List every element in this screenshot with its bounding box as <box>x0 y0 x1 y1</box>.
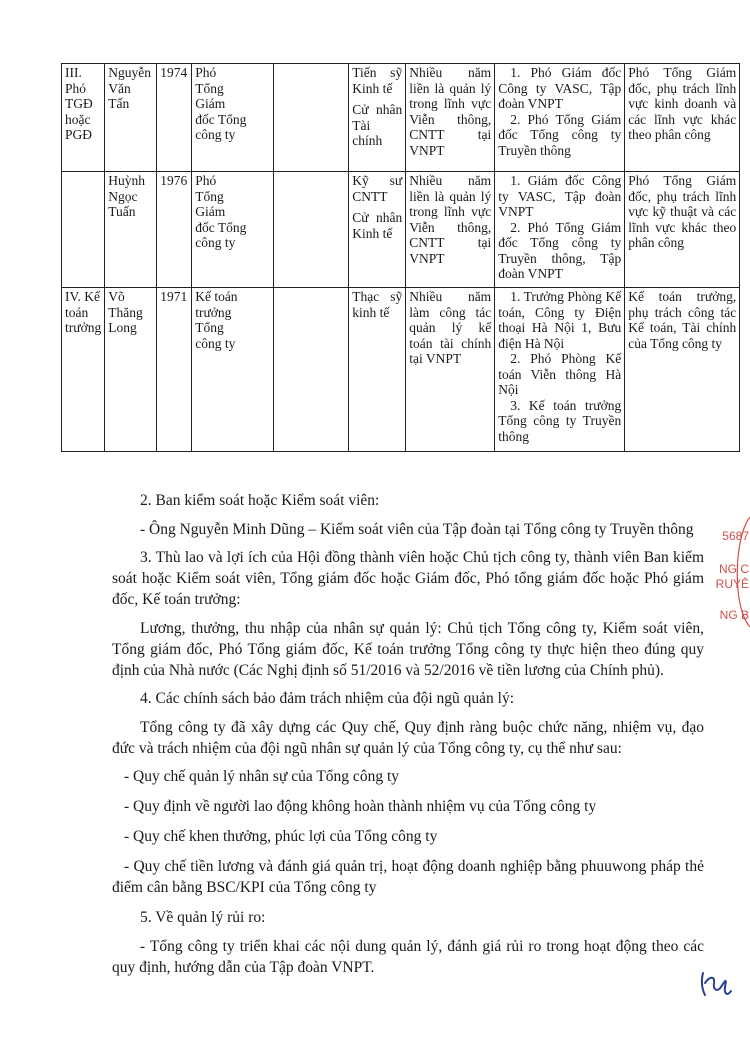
cell-blank <box>274 64 349 172</box>
stamp-text: RUYÊ <box>715 577 749 591</box>
cell-name <box>105 172 157 288</box>
section-3-heading: 3. Thù lao và lợi ích của Hội đồng thành viên hoặc Chủ tịch công ty, thành viên Ban kiểm soát hoặc Kiểm soát viên, Tổng giám đốc hoặc Giám đốc, Phó tổng giám đốc hoặc Phó giám đốc, Kế toán trưởng: <box>112 549 704 608</box>
section-4-item: - Quy chế tiền lương và đánh giá quản trị, hoạt động doanh nghiệp bằng phuuwong pháp thẻ điểm cân bằng BSC/KPI của Tổng công ty <box>112 858 704 896</box>
title-line: công ty <box>195 127 236 142</box>
degree-line: Cử nhân <box>352 102 403 117</box>
cell-position <box>62 172 105 288</box>
title-line: Giám <box>195 96 226 111</box>
section-4-text: Tổng công ty đã xây dựng các Quy chế, Quy định ràng buộc chức năng, nhiệm vụ, đạo đức và trách nhiệm của đội ngũ nhân sự quản lý của Tổng công ty, cụ thể như sau: <box>112 719 704 757</box>
cell-duties <box>625 288 740 452</box>
name-line: Võ <box>108 289 125 304</box>
position-line: IV. Kế <box>65 289 100 304</box>
cell-title <box>192 64 274 172</box>
cell-experience <box>406 64 495 172</box>
cell-blank <box>274 172 349 288</box>
section-5-heading: 5. Về quản lý rủi ro: <box>140 909 266 926</box>
degree-line: kinh tế <box>352 304 390 320</box>
table-row <box>62 288 740 452</box>
stamp-text: NG C <box>719 562 749 576</box>
process-item: 1. Giám đốc Công ty VASC, Tập đoàn VNPT <box>498 173 622 219</box>
process-item: 2. Phó Phòng Kế toán Viễn thông Hà Nội <box>498 351 622 397</box>
degree-entry <box>352 173 402 204</box>
degree-line: CNTT <box>352 188 388 204</box>
experience-text: Nhiều năm liền là quản lý trong lĩnh vực Viễn thông, CNTT tại VNPT <box>409 173 492 266</box>
name-line: Thăng <box>108 304 143 320</box>
stamp-text: 5687 <box>722 529 749 543</box>
title-line: công ty <box>195 235 236 250</box>
title-line: đốc Tổng <box>195 111 247 127</box>
process-item: 3. Kế toán trưởng Tổng công ty Truyền thông <box>498 397 622 444</box>
stamp-text: NG B <box>719 608 749 622</box>
degree-line: Thạc sỹ <box>352 289 403 304</box>
title-line: Tổng <box>195 188 224 204</box>
position-line: III. <box>65 65 82 80</box>
title-line: Phó <box>195 173 217 188</box>
position-line: trưởng <box>65 320 102 335</box>
duties-text: Kế toán trưởng, phụ trách công tác Kế toán, Tài chính của Tổng công ty <box>628 289 737 351</box>
cell-title <box>192 288 274 452</box>
section-2-heading: 2. Ban kiểm soát hoặc Kiểm soát viên: <box>140 492 380 509</box>
cell-degree <box>349 64 406 172</box>
degree-line: Kỹ sư <box>352 173 403 188</box>
cell-blank <box>274 288 349 452</box>
degree-line: Cử nhân <box>352 210 403 225</box>
cell-position <box>62 64 105 172</box>
title-line: Phó <box>195 65 217 80</box>
handwritten-initials <box>697 963 735 1001</box>
degree-line: Kinh tế <box>352 80 393 96</box>
name-line: Tấn <box>108 96 130 111</box>
cell-degree <box>349 288 406 452</box>
cell-process <box>495 288 625 452</box>
degree-entry <box>352 102 402 149</box>
name-line: Tuấn <box>108 204 136 219</box>
cell-name <box>105 288 157 452</box>
process-item: 1. Trưởng Phòng Kế toán, Công ty Điện thoại Hà Nội 1, Bưu điện Hà Nội <box>498 289 622 351</box>
name-line: Long <box>108 320 137 335</box>
cell-year <box>157 64 192 172</box>
section-4-item: - Quy chế quản lý nhân sự của Tổng công ty <box>124 768 399 785</box>
management-table <box>61 63 740 452</box>
cell-duties <box>625 64 740 172</box>
cell-year <box>157 288 192 452</box>
duties-text: Phó Tổng Giám đốc, phụ trách lĩnh vực kinh doanh và các lĩnh vực khác theo phân công <box>628 65 737 142</box>
birth-year: 1974 <box>160 65 188 80</box>
degree-entry <box>352 289 402 320</box>
title-line: đốc Tổng <box>195 219 247 235</box>
name-line: Văn <box>108 80 131 96</box>
duties-text: Phó Tổng Giám đốc, phụ trách lĩnh vực kỹ thuật và các lĩnh vực khác theo phân công <box>628 173 737 250</box>
degree-line: Tài chính <box>352 117 383 148</box>
degree-line: Kinh tế <box>352 225 393 241</box>
red-seal-stamp <box>715 517 750 627</box>
degree-entry <box>352 210 402 241</box>
title-line: công ty <box>195 335 236 351</box>
section-4-heading: 4. Các chính sách bảo đảm trách nhiệm của đội ngũ quản lý: <box>140 690 515 707</box>
position-line: toán <box>65 304 89 320</box>
section-3-text: Lương, thưởng, thu nhập của nhân sự quản lý: Chủ tịch Tổng công ty, Kiểm soát viên, Tổng giám đốc, Phó Tổng giám đốc, Kế toán trưởng Tổng công ty thực hiện theo đúng quy định của Nhà nước (Các Nghị định số 51/2016 và 52/2016 về tiền lương của Chính phủ). <box>112 620 704 679</box>
birth-year: 1976 <box>160 173 188 188</box>
title-line: Tổng <box>195 320 224 335</box>
section-4-item: - Quy định về người lao động không hoàn thành nhiệm vụ của Tổng công ty <box>124 798 597 815</box>
experience-text: Nhiều năm làm công tác quản lý kế toán tài chính tại VNPT <box>409 289 492 366</box>
cell-experience <box>406 288 495 452</box>
process-item: 2. Phó Tổng Giám đốc Tổng công ty Truyền thông, Tập đoàn VNPT <box>498 219 622 281</box>
cell-title <box>192 172 274 288</box>
degree-line: Tiến sỹ <box>352 65 403 80</box>
cell-duties <box>625 172 740 288</box>
cell-process <box>495 64 625 172</box>
section-2-text: - Ông Nguyễn Minh Dũng – Kiểm soát viên của Tập đoàn tại Tổng công ty Truyền thông <box>140 521 694 538</box>
birth-year: 1971 <box>160 289 188 304</box>
position-line: PGĐ <box>65 127 93 142</box>
table-row <box>62 64 740 172</box>
document-body <box>112 490 704 985</box>
position-line: hoặc <box>65 111 91 127</box>
process-item: 2. Phó Tổng Giám đốc Tổng công ty Truyền thông <box>498 111 622 158</box>
cell-year <box>157 172 192 288</box>
cell-name <box>105 64 157 172</box>
degree-entry <box>352 65 402 96</box>
section-4-item: - Quy chế khen thưởng, phúc lợi của Tổng công ty <box>124 828 438 845</box>
cell-process <box>495 172 625 288</box>
table-row <box>62 172 740 288</box>
process-item: 1. Phó Giám đốc Công ty VASC, Tập đoàn VNPT <box>498 65 622 111</box>
title-line: Giám <box>195 204 226 219</box>
experience-text: Nhiều năm liền là quản lý trong lĩnh vực Viễn thông, CNTT tại VNPT <box>409 65 492 158</box>
name-line: Ngọc <box>108 188 138 204</box>
position-line: TGĐ <box>65 96 93 111</box>
name-line: Huỳnh <box>108 173 145 188</box>
cell-degree <box>349 172 406 288</box>
cell-experience <box>406 172 495 288</box>
name-line: Nguyễn <box>108 65 151 80</box>
title-line: Tổng <box>195 80 224 96</box>
section-5-text: - Tổng công ty triển khai các nội dung quản lý, đánh giá rủi ro trong hoạt động theo các quy định, hướng dẫn của Tập đoàn VNPT. <box>112 938 704 976</box>
title-line: Kế toán <box>195 289 238 304</box>
title-line: trưởng <box>195 304 232 320</box>
position-line: Phó <box>65 80 87 96</box>
cell-position <box>62 288 105 452</box>
